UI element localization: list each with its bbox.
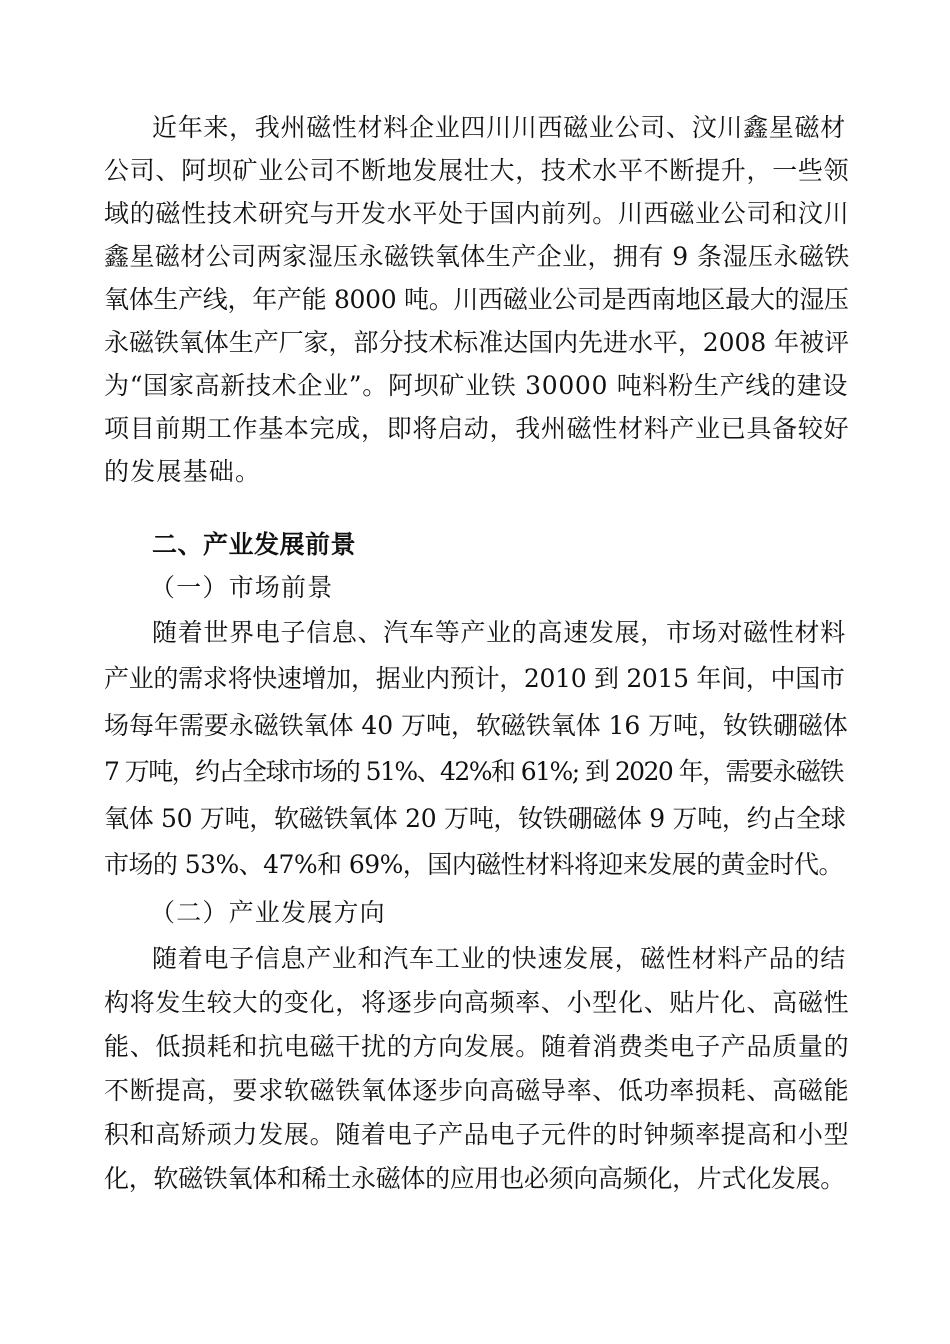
paragraph-line: 氧体 50 万吨，软磁铁氧体 20 万吨，钕铁硼磁体 9 万吨，约占全球 xyxy=(104,804,846,833)
paragraph-line: 项目前期工作基本完成，即将启动，我州磁性材料产业已具备较好 xyxy=(104,414,850,443)
paragraph-line: 构将发生较大的变化，将逐步向高频率、小型化、贴片化、高磁性 xyxy=(104,988,850,1017)
paragraph-line: 随着电子信息产业和汽车工业的快速发展，磁性材料产品的结 xyxy=(152,944,846,973)
paragraph-line: 随着世界电子信息、汽车等产业的高速发展，市场对磁性材料 xyxy=(152,618,846,647)
paragraph-line: 7 万吨，约占全球市场的 51%、42%和 61%; 到 2020 年，需要永磁铁 xyxy=(104,757,843,786)
paragraph-line: 积和高矫顽力发展。随着电子产品电子元件的时钟频率提高和小型 xyxy=(104,1120,850,1149)
paragraph-line: 氧体生产线，年产能 8000 吨。川西磁业公司是西南地区最大的湿压 xyxy=(104,285,849,314)
paragraph-line: 域的磁性技术研究与开发水平处于国内前列。川西磁业公司和汶川 xyxy=(104,199,850,228)
paragraph-line: 不断提高，要求软磁铁氧体逐步向高磁导率、低功率损耗、高磁能 xyxy=(104,1076,850,1105)
section-heading: 二、产业发展前景 xyxy=(152,530,357,559)
paragraph-line: 近年来，我州磁性材料企业四川川西磁业公司、汶川鑫星磁材 xyxy=(152,113,846,142)
paragraph-line: 公司、阿坝矿业公司不断地发展壮大，技术水平不断提升，一些领 xyxy=(104,156,850,185)
paragraph-line: 鑫星磁材公司两家湿压永磁铁氧体生产企业，拥有 9 条湿压永磁铁 xyxy=(104,242,850,271)
paragraph-line: 场每年需要永磁铁氧体 40 万吨，软磁铁氧体 16 万吨，钕铁硼磁体 xyxy=(104,711,848,740)
paragraph-line: 产业的需求将快速增加，据业内预计，2010 到 2015 年间，中国市 xyxy=(104,664,845,693)
subsection-heading: （一）市场前景 xyxy=(150,573,334,602)
paragraph-line: 市场的 53%、47%和 69%，国内磁性材料将迎来发展的黄金时代。 xyxy=(104,850,843,879)
paragraph-line: 的发展基础。 xyxy=(104,457,262,486)
paragraph-line: 能、低损耗和抗电磁干扰的方向发展。随着消费类电子产品质量的 xyxy=(104,1032,850,1061)
subsection-heading: （二）产业发展方向 xyxy=(150,898,386,927)
paragraph-line: 化，软磁铁氧体和稀土永磁体的应用也必须向高频化，片式化发展。 xyxy=(104,1164,846,1193)
paragraph-line: 永磁铁氧体生产厂家，部分技术标准达国内先进水平，2008 年被评 xyxy=(104,328,849,357)
paragraph-line: 为“国家高新技术企业”。阿坝矿业铁 30000 吨料粉生产线的建设 xyxy=(104,371,849,400)
